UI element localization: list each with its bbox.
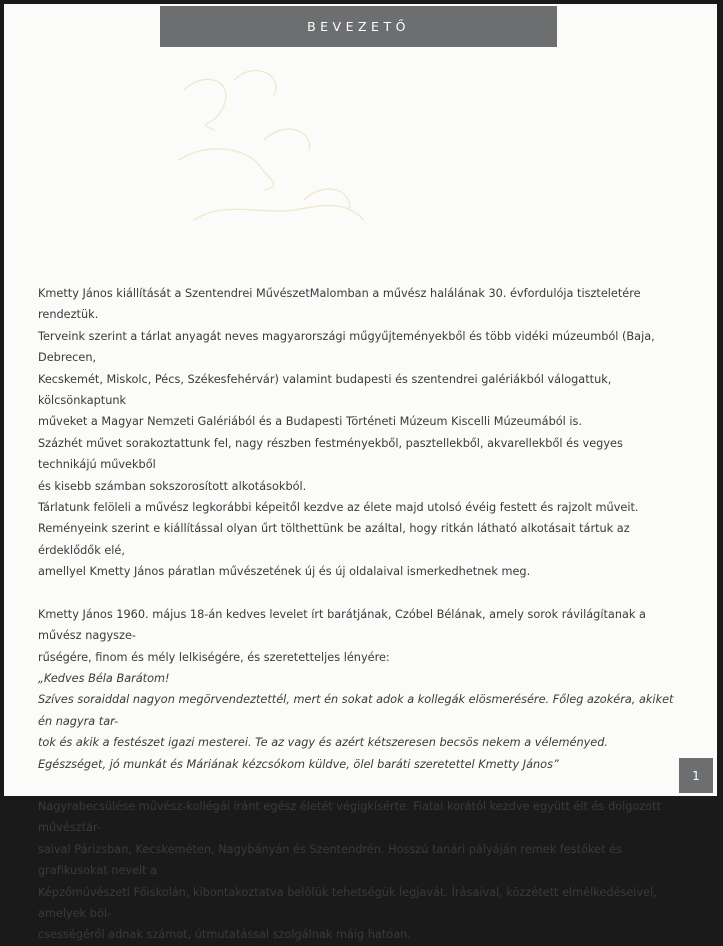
text-line: Terveink szerint a tárlat anyagát neves magyarországi műgyűjteményekből és több vidéki múzeumból (Baja, Debrecen, [38,329,655,365]
text-line: csességéről adnak számot, útmutatással szolgálnak máig hatóan. [38,928,411,942]
section-title: BEVEZETŐ [307,19,410,34]
faint-signature-mark [164,50,404,270]
text-line: Kecskemét, Miskolc, Pécs, Székesfehérvár) valamint budapesti és szentendrei galériákból válogattuk, kölcsönkaptunk [38,372,612,408]
text-line: rűségére, finom és mély lelkiségére, és szeretetteljes lényére: [38,650,390,664]
text-line: Százhét művet sorakoztattunk fel, nagy részben festményekből, pasztellekből, akvarellekből és vegyes technikájú művekből [38,436,623,472]
quote-line: Egészséget, jó munkát és Máriának kézcsókom küldve, ölel baráti szeretettel Kmetty János” [38,757,559,771]
text-line: saival Párizsban, Kecskeméten, Nagybányán és Szentendrén. Hosszú tanári pályáján remek festőket és grafikusokat nevelt a [38,842,622,878]
text-line: Kmetty János kiállítását a Szentendrei MűvészetMalomban a művész halálának 30. évfordulója tiszteletére rendeztük. [38,287,641,322]
text-line: Nagyrabecsülése művész-kollégái iránt egész életét végigkísérte. Fiatal korától kezdve együtt élt és dolgozott művésztár- [38,799,662,835]
text-line: műveket a Magyar Nemzeti Galériából és a Budapesti Történeti Múzeum Kiscelli Múzeumából is. [38,415,583,429]
page-number-box [679,758,713,793]
text-line: amellyel Kmetty János páratlan művészetének új és új oldalaival ismerkedhetnek meg. [38,565,531,579]
text-line: Tárlatunk felöleli a művész legkorábbi képeitől kezdve az élete majd utolsó évéig festett és rajzolt műveit. [38,501,639,515]
page [4,4,717,942]
page-number: 1 [692,768,700,783]
text-line: és kisebb számban sokszorosított alkotásokból. [38,479,307,493]
body-text [38,283,683,946]
quote-line: tok és akik a festészet igazi mesterei. Te az vagy és azért kétszeresen becsös nekem a véleményed. [38,736,609,750]
text-line: Képzőművészeti Főiskolán, kibontakoztatva belőlük tehetségük legjavát. Írásaival, közzétett elmélkedéseivel, amelyek böl- [38,885,657,920]
section-header [160,6,557,47]
quote-line: Szíves soraiddal nagyon megörvendeztettél, mert én sokat adok a kollegák elösmerésére. Főleg azokéra, akiket én nagyra tar- [38,693,674,728]
quote-line: „Kedves Béla Barátom! [38,671,170,685]
text-line: Kmetty János 1960. május 18-án kedves levelet írt barátjának, Czóbel Bélának, amely sorok rávilágítanak a művész nagysze- [38,607,646,643]
text-line: Reményeink szerint e kiállítással olyan űrt tölthettünk be azáltal, hogy ritkán látható alkotásait tártuk az érdeklődők elé, [38,522,630,557]
